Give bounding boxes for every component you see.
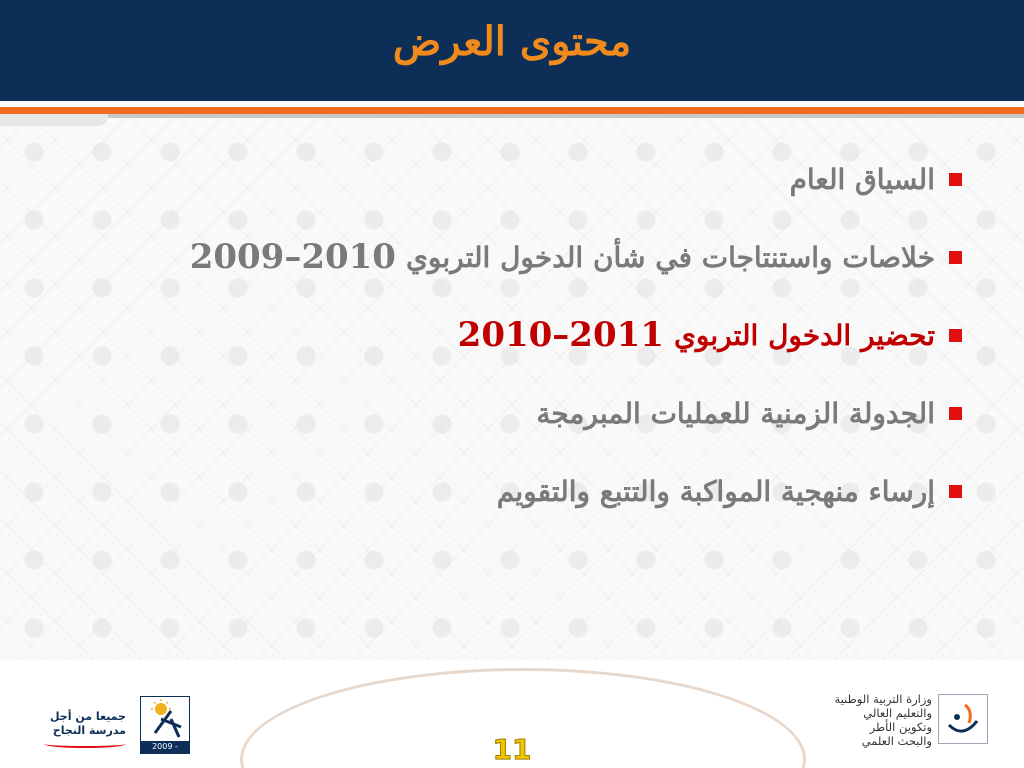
bullet-square-icon xyxy=(949,407,962,420)
bullet-text: تحضير الدخول التربوي xyxy=(673,318,935,352)
bullet-text: إرساء منهجية المواكبة والتتبع والتقويم xyxy=(496,474,935,508)
bullet-square-icon xyxy=(949,485,962,498)
logo-line: مدرسة النجاح xyxy=(52,724,126,737)
logo-line: جميعا من أجل xyxy=(49,710,126,723)
page-number: 11 xyxy=(492,733,532,766)
list-item-active xyxy=(62,296,962,374)
ministry-line: والتعليم العالي xyxy=(863,706,932,720)
ministry-line: والبحث العلمي xyxy=(861,734,932,748)
bullet-square-icon xyxy=(949,173,962,186)
emblem-years: 2009 - 2012 xyxy=(141,741,189,753)
bullet-text: السياق العام xyxy=(789,162,935,196)
list-item xyxy=(62,374,962,452)
bullet-year: 2009–2010 xyxy=(189,237,396,277)
ministry-line: وتكوين الأطر xyxy=(869,720,932,734)
slide-header xyxy=(0,0,1024,101)
list-item xyxy=(62,452,962,530)
list-item xyxy=(62,140,962,218)
bullet-text: الجدولة الزمنية للعمليات المبرمجة xyxy=(536,396,935,430)
orange-stripe xyxy=(0,107,1024,114)
slide-title: محتوى العرض xyxy=(392,18,632,65)
ministry-line: وزارة التربية الوطنية xyxy=(834,692,932,706)
list-item xyxy=(62,218,962,296)
agenda-list xyxy=(62,140,962,530)
stripe-notch xyxy=(0,114,108,126)
bullet-square-icon xyxy=(949,329,962,342)
bullet-text: خلاصات واستنتاجات في شأن الدخول التربوي xyxy=(405,240,935,274)
bullet-year: 2010–2011 xyxy=(457,315,664,355)
gray-stripe xyxy=(0,114,1024,118)
bullet-square-icon xyxy=(949,251,962,264)
